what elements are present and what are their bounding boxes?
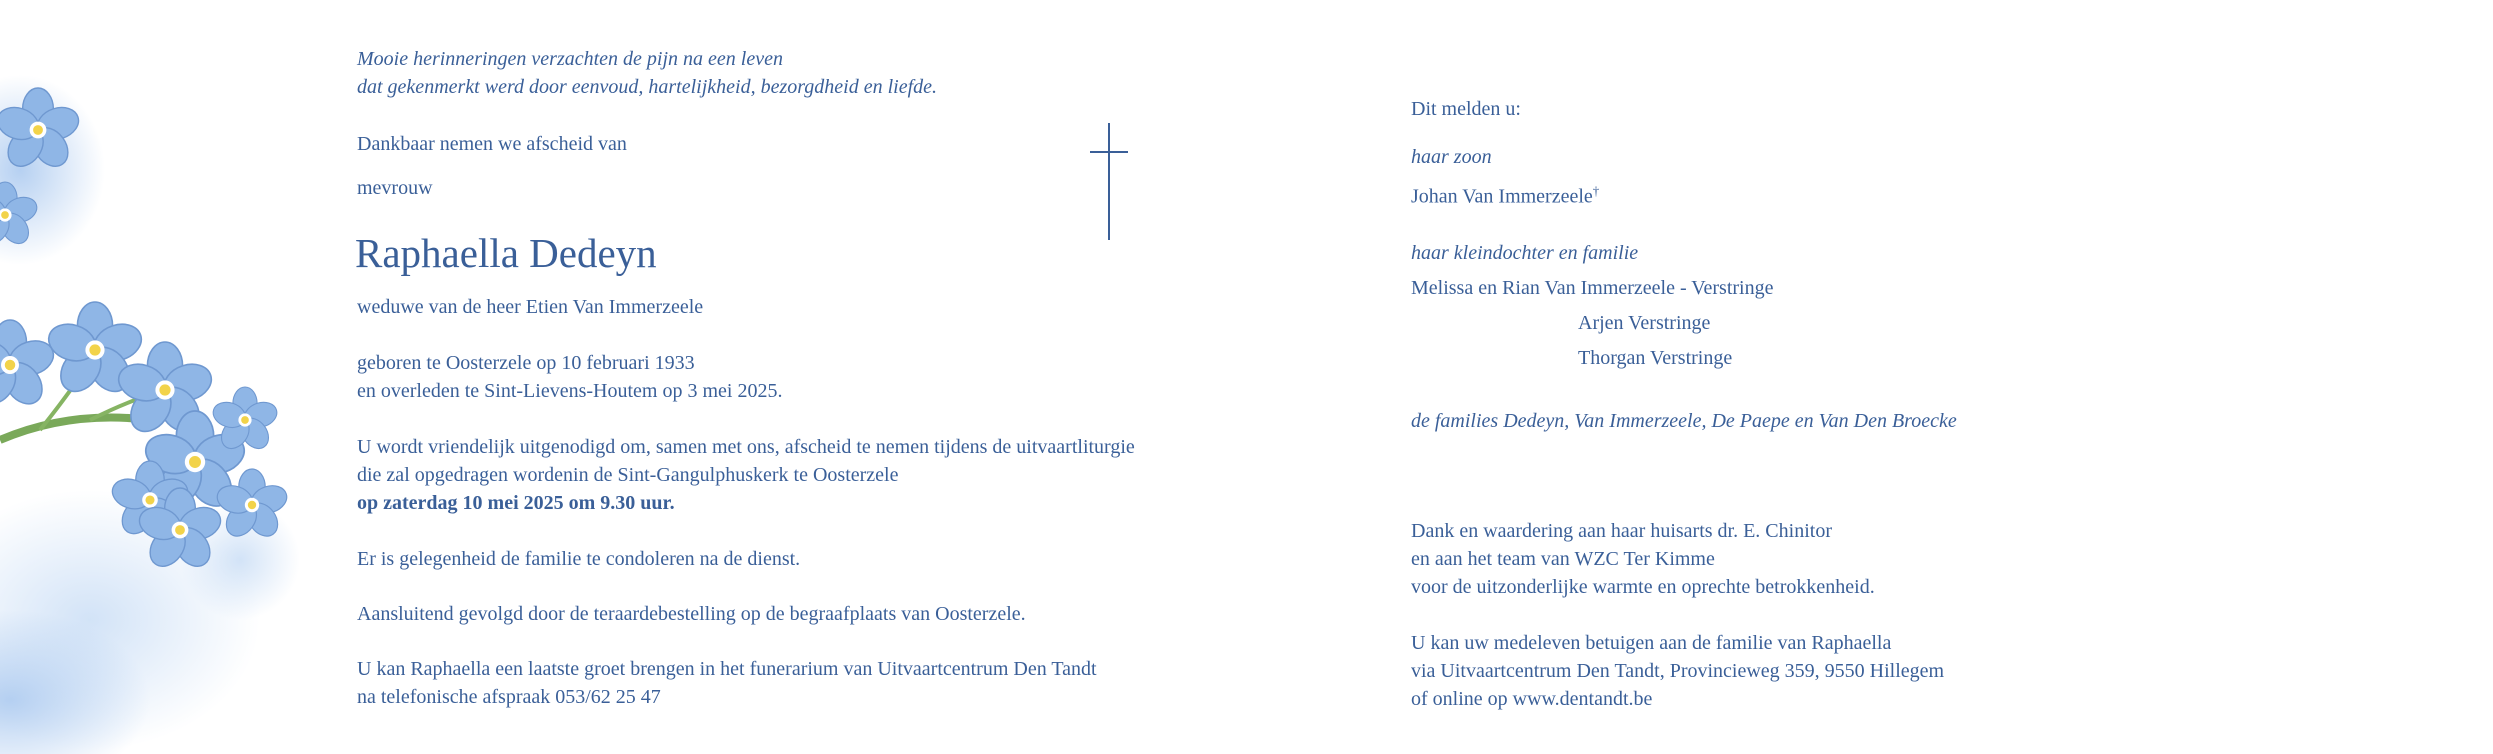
invitation-line-1: U wordt vriendelijk uitgenodigd om, samen met ons, afscheid te nemen tijdens de uitvaartliturgie (357, 436, 1135, 458)
widow-of: weduwe van de heer Etien Van Immerzeele (357, 296, 704, 318)
forget-me-not-flowers-image (0, 0, 330, 754)
granddaughter-names-line-2: Arjen Verstringe (1578, 312, 1711, 334)
birth-info: geboren te Oosterzele op 10 februari 1933 (357, 352, 695, 374)
quote-line-2: dat gekenmerkt werd door eenvoud, hartelijkheid, bezorgdheid en liefde. (357, 76, 938, 98)
families-line: de families Dedeyn, Van Immerzeele, De Paepe en Van Den Broecke (1411, 410, 1957, 432)
death-info: en overleden te Sint-Lievens-Houtem op 3 mei 2025. (357, 380, 783, 402)
sympathy-line-1: U kan uw medeleven betuigen aan de familie van Raphaella (1411, 632, 1892, 654)
intro-text: Dankbaar nemen we afscheid van (357, 133, 627, 155)
sympathy-line-2: via Uitvaartcentrum Den Tandt, Provincieweg 359, 9550 Hillegem (1411, 660, 1945, 682)
son-heading: haar zoon (1411, 146, 1492, 168)
burial-info: Aansluitend gevolgd door de teraardebestelling op de begraafplaats van Oosterzele. (357, 603, 1026, 625)
thanks-line-2: en aan het team van WZC Ter Kimme (1411, 548, 1715, 570)
granddaughter-heading: haar kleindochter en familie (1411, 242, 1639, 264)
son-name: Johan Van Immerzeele (1411, 185, 1593, 208)
granddaughter-names-line-1: Melissa en Rian Van Immerzeele - Verstringe (1411, 277, 1774, 299)
thanks-line-1: Dank en waardering aan haar huisarts dr. E. Chinitor (1411, 520, 1832, 542)
condolence-info: Er is gelegenheid de familie te condoleren na de dienst. (357, 548, 801, 570)
announcers-intro: Dit melden u: (1411, 98, 1521, 120)
deceased-name: Raphaella Dedeyn (355, 230, 657, 276)
invitation-line-2: die zal opgedragen wordenin de Sint-Gangulphuskerk te Oosterzele (357, 464, 899, 486)
visit-line-2: na telefonische afspraak 053/62 25 47 (357, 686, 661, 708)
son-name-line (1411, 177, 1599, 211)
sympathy-line-3: of online op www.dentandt.be (1411, 688, 1653, 710)
granddaughter-names-line-3: Thorgan Verstringe (1578, 347, 1733, 369)
ceremony-datetime: op zaterdag 10 mei 2025 om 9.30 uur. (357, 492, 675, 514)
thanks-line-3: voor de uitzonderlijke warmte en oprechte betrokkenheid. (1411, 576, 1875, 598)
visit-line-1: U kan Raphaella een laatste groet brengen in het funerarium van Uitvaartcentrum Den Tandt (357, 658, 1097, 680)
quote-line-1: Mooie herinneringen verzachten de pijn na een leven (357, 48, 783, 70)
deceased-mark: † (1592, 183, 1600, 198)
salutation: mevrouw (357, 177, 433, 199)
